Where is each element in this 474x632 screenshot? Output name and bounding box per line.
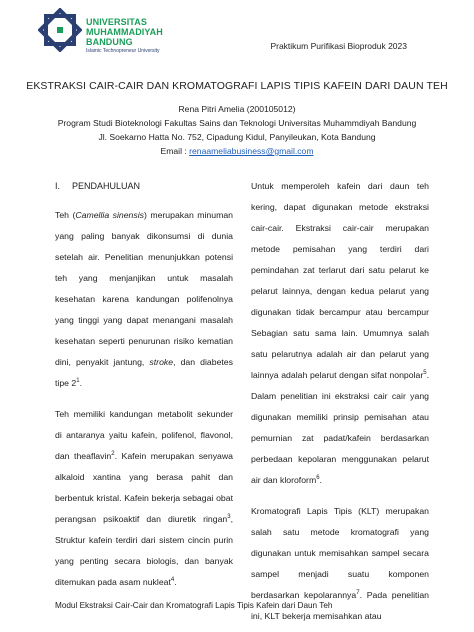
paragraph: Kromatografi Lapis Tipis (KLT) merupakan salah satu metode kromatografi yang digunakan untuk memisahkan sampel secara sampel menjadi suatu komponen berdasarkan kepolarannya$^7$. Pada penelitian ini, KLT bekerja memisahkan atau [251, 506, 429, 621]
citation: 7 [356, 590, 360, 597]
citation: 4 [170, 577, 175, 584]
address-line: Jl. Soekarno Hatta No. 752, Cipadung Kidul, Panyileukan, Kota Bandung [98, 132, 376, 142]
citation: 6 [316, 475, 320, 482]
citation: 2 [111, 451, 115, 458]
author-line: Rena Pitri Amelia (200105012) [178, 104, 296, 114]
university-line-2: MUHAMMADIYAH [86, 27, 163, 37]
citation: 1 [76, 378, 80, 385]
paper-title: EKSTRAKSI CAIR-CAIR DAN KROMATOGRAFI LAPIS TIPIS KAFEIN DARI DAUN TEH [26, 80, 448, 92]
page-footer: Modul Ekstraksi Cair-Cair dan Kromatografi Lapis Tipis Kafein dari Daun Teh [55, 601, 333, 610]
email-link[interactable]: renaameliabusiness@gmail.com [189, 146, 314, 156]
university-logo [38, 8, 82, 52]
paragraph: Teh memiliki kandungan metabolit sekunder di antaranya yaitu kafein, polifenol, flavonol, dan theaflavin$^2$. Kafein merupakan senyawa alkaloid xantina yang berasa pahit dan berbentuk kristal. Kafein bekerja sebagai obat perangsan psikoaktif dan diuretik ringan$^3$, Struktur kafein terdiri dari sistem cincin purin yang penting secara biologis, dan banyak ditemukan pada asam nukleat$^4$. [55, 409, 233, 587]
section-title: PENDAHULUAN [72, 181, 141, 191]
affiliation-line: Program Studi Bioteknologi Fakultas Sains dan Teknologi Universitas Muhammdiyah Bandung [57, 118, 417, 128]
species-name: Camellia sinensis [75, 210, 144, 220]
right-column [251, 176, 429, 627]
university-tagline: Islamic Technopreneur University [86, 48, 160, 54]
university-name [86, 17, 163, 55]
section-number: I. [55, 181, 61, 191]
university-line-1: UNIVERSITAS [86, 17, 147, 27]
paragraph: Teh (Camellia sinensis) merupakan minuman yang paling banyak dikonsumsi di dunia setelah air. Penelitian menunjukkan potensi teh yang menjanjikan untuk masalah kesehatan karena kandungan polifenolnya yang tinggi yang dapat menangani masalah kesehatan seperti penurunan risiko kematian dini, penyakit jantung, stroke, dan diabetes tipe $2^1$. [55, 210, 233, 388]
email-line [0, 146, 474, 156]
email-label: Email : [160, 146, 190, 156]
running-header: Praktikum Purifikasi Bioproduk 2023 [270, 41, 407, 51]
citation: 5 [423, 370, 427, 377]
university-line-3: BANDUNG [86, 37, 133, 47]
citation: 3 [227, 514, 231, 521]
left-column [55, 179, 233, 593]
paragraph: Untuk memperoleh kafein dari daun teh kering, dapat digunakan metode ekstraksi cair-cair. Ekstraksi cair-cair merupakan metode pemisahan yang terdiri dari pemindahan zat terlarut dari satu pelarut ke pelarut lainnya, dengan kedua pelarut yang digunakan tidak bercampur atau bercampur Sebagian satu sama lain. Umumnya salah satu pelarutnya adalah air dan pelarut yang lainnya adalah pelarut dengan sifat nonpolar$^5$. Dalam penelitian ini ekstraksi cair cair yang digunakan memiliki prinsip pemisahan atau pemurnian zat padat/kafein berdasarkan perbedaan kepolaran menggunakan pelarut air dan kloroform$^6$. [251, 181, 429, 485]
section-heading [55, 179, 233, 193]
